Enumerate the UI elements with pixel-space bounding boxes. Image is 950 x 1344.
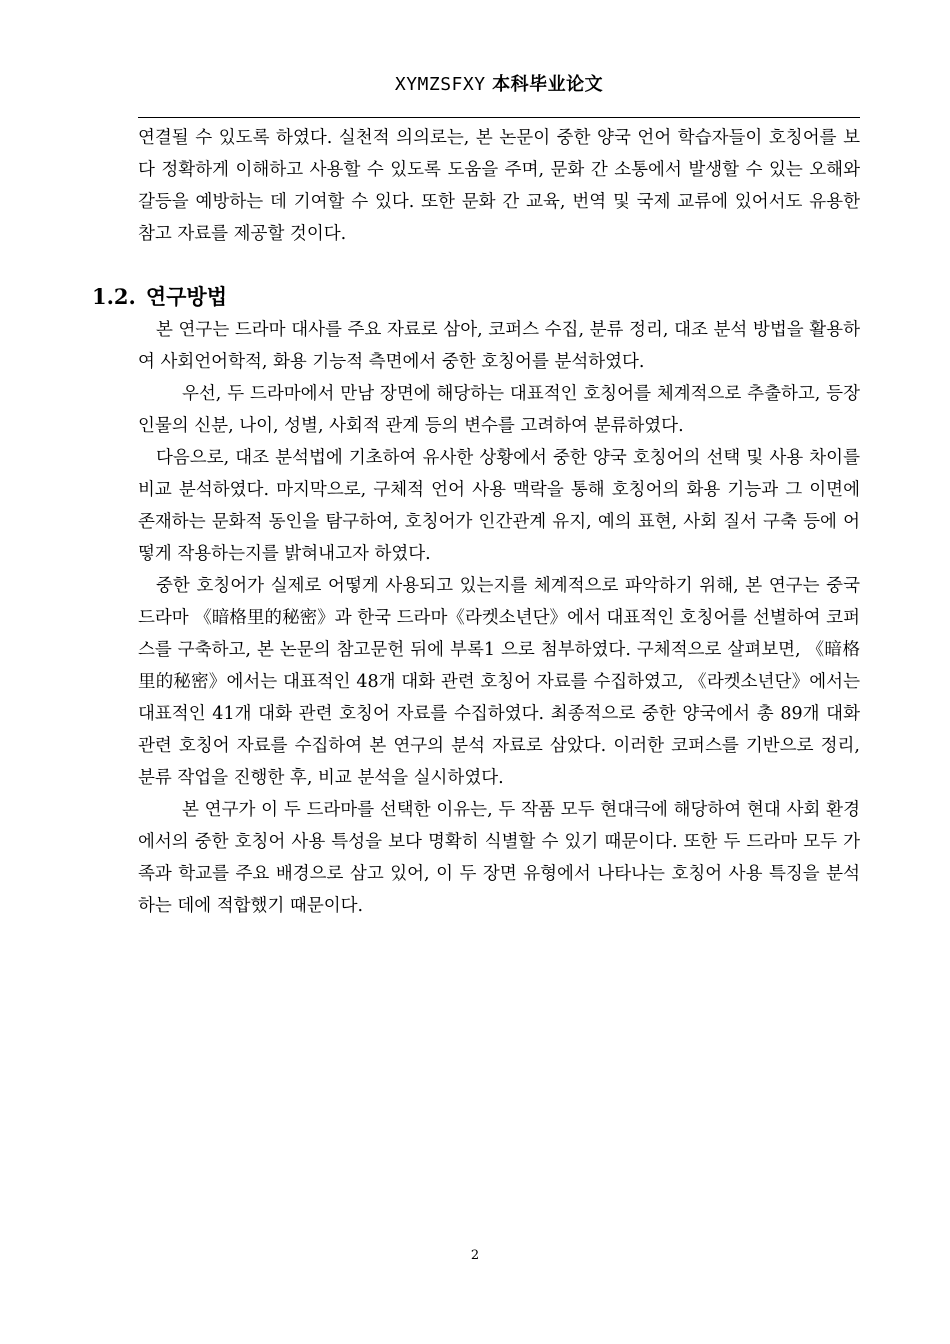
paragraph-3: 다음으로, 대조 분석법에 기초하여 유사한 상황에서 중한 양국 호칭어의 선택 및 사용 차이를 비교 분석하였다. 마지막으로, 구체적 언어 사용 맥락을 통해 호칭어의 화용 기능과 그 이면에 존재하는 문화적 동인을 탐구하여, 호칭어가 인간관계 유지, 예의 표현, 사회 질서 구축 등에 어떻게 작용하는지를 밝혀내고자 하였다. bbox=[138, 448, 860, 564]
header-title: 本科毕业论文 bbox=[492, 74, 604, 95]
page-number: 2 bbox=[470, 1248, 480, 1263]
paragraph-5: 본 연구가 이 두 드라마를 선택한 이유는, 두 작품 모두 현대극에 해당하여 현대 사회 환경에서의 중한 호칭어 사용 특성을 보다 명확히 식별할 수 있기 때문이다. 또한 두 드라마 모두 가족과 학교를 주요 배경으로 삼고 있어, 이 두 장면 유형에서 나타나는 호칭어 사용 특징을 분석하는 데에 적합했기 때문이다. bbox=[138, 800, 860, 916]
running-header bbox=[138, 70, 860, 96]
paragraph-1: 본 연구는 드라마 대사를 주요 자료로 삼아, 코퍼스 수집, 분류 정리, 대조 분석 방법을 활용하여 사회언어학적, 화용 기능적 측면에서 중한 호칭어를 분석하였다. bbox=[138, 320, 860, 372]
section-heading bbox=[92, 282, 227, 312]
methods-body bbox=[138, 314, 860, 922]
header-code: XYMZSFXY bbox=[394, 74, 486, 95]
intro-paragraph: 연결될 수 있도록 하였다. 실천적 의의로는, 본 논문이 중한 양국 언어 학습자들이 호칭어를 보다 정확하게 이해하고 사용할 수 있도록 도움을 주며, 문화 간 소통에서 발생할 수 있는 오해와 갈등을 예방하는 데 기여할 수 있다. 또한 문화 간 교육, 번역 및 국제 교류에 있어서도 유용한 참고 자료를 제공할 것이다. bbox=[138, 128, 860, 244]
section-number: 1.2. bbox=[92, 284, 136, 309]
intro-paragraph-block bbox=[138, 122, 860, 250]
header-divider bbox=[138, 117, 860, 118]
paragraph-2: 우선, 두 드라마에서 만남 장면에 해당하는 대표적인 호칭어를 체계적으로 추출하고, 등장인물의 신분, 나이, 성별, 사회적 관계 등의 변수를 고려하여 분류하였다. bbox=[138, 384, 860, 436]
paragraph-4: 중한 호칭어가 실제로 어떻게 사용되고 있는지를 체계적으로 파악하기 위해, 본 연구는 중국 드라마 《暗格里的秘密》과 한국 드라마《라켓소년단》에서 대표적인 호칭어를 선별하여 코퍼스를 구축하고, 본 논문의 참고문헌 뒤에 부록1 으로 첨부하였다. 구체적으로 살펴보면, 《暗格里的秘密》에서는 대표적인 48개 대화 관련 호칭어 자료를 수집하였고, 《라켓소년단》에서는 대표적인 41개 대화 관련 호칭어 자료를 수집하였다. 최종적으로 중한 양국에서 총 89개 대화 관련 호칭어 자료를 수집하여 본 연구의 분석 자료로 삼았다. 이러한 코퍼스를 기반으로 정리, 분류 작업을 진행한 후, 비교 분석을 실시하였다. bbox=[138, 576, 860, 788]
section-title: 연구방법 bbox=[145, 284, 228, 309]
